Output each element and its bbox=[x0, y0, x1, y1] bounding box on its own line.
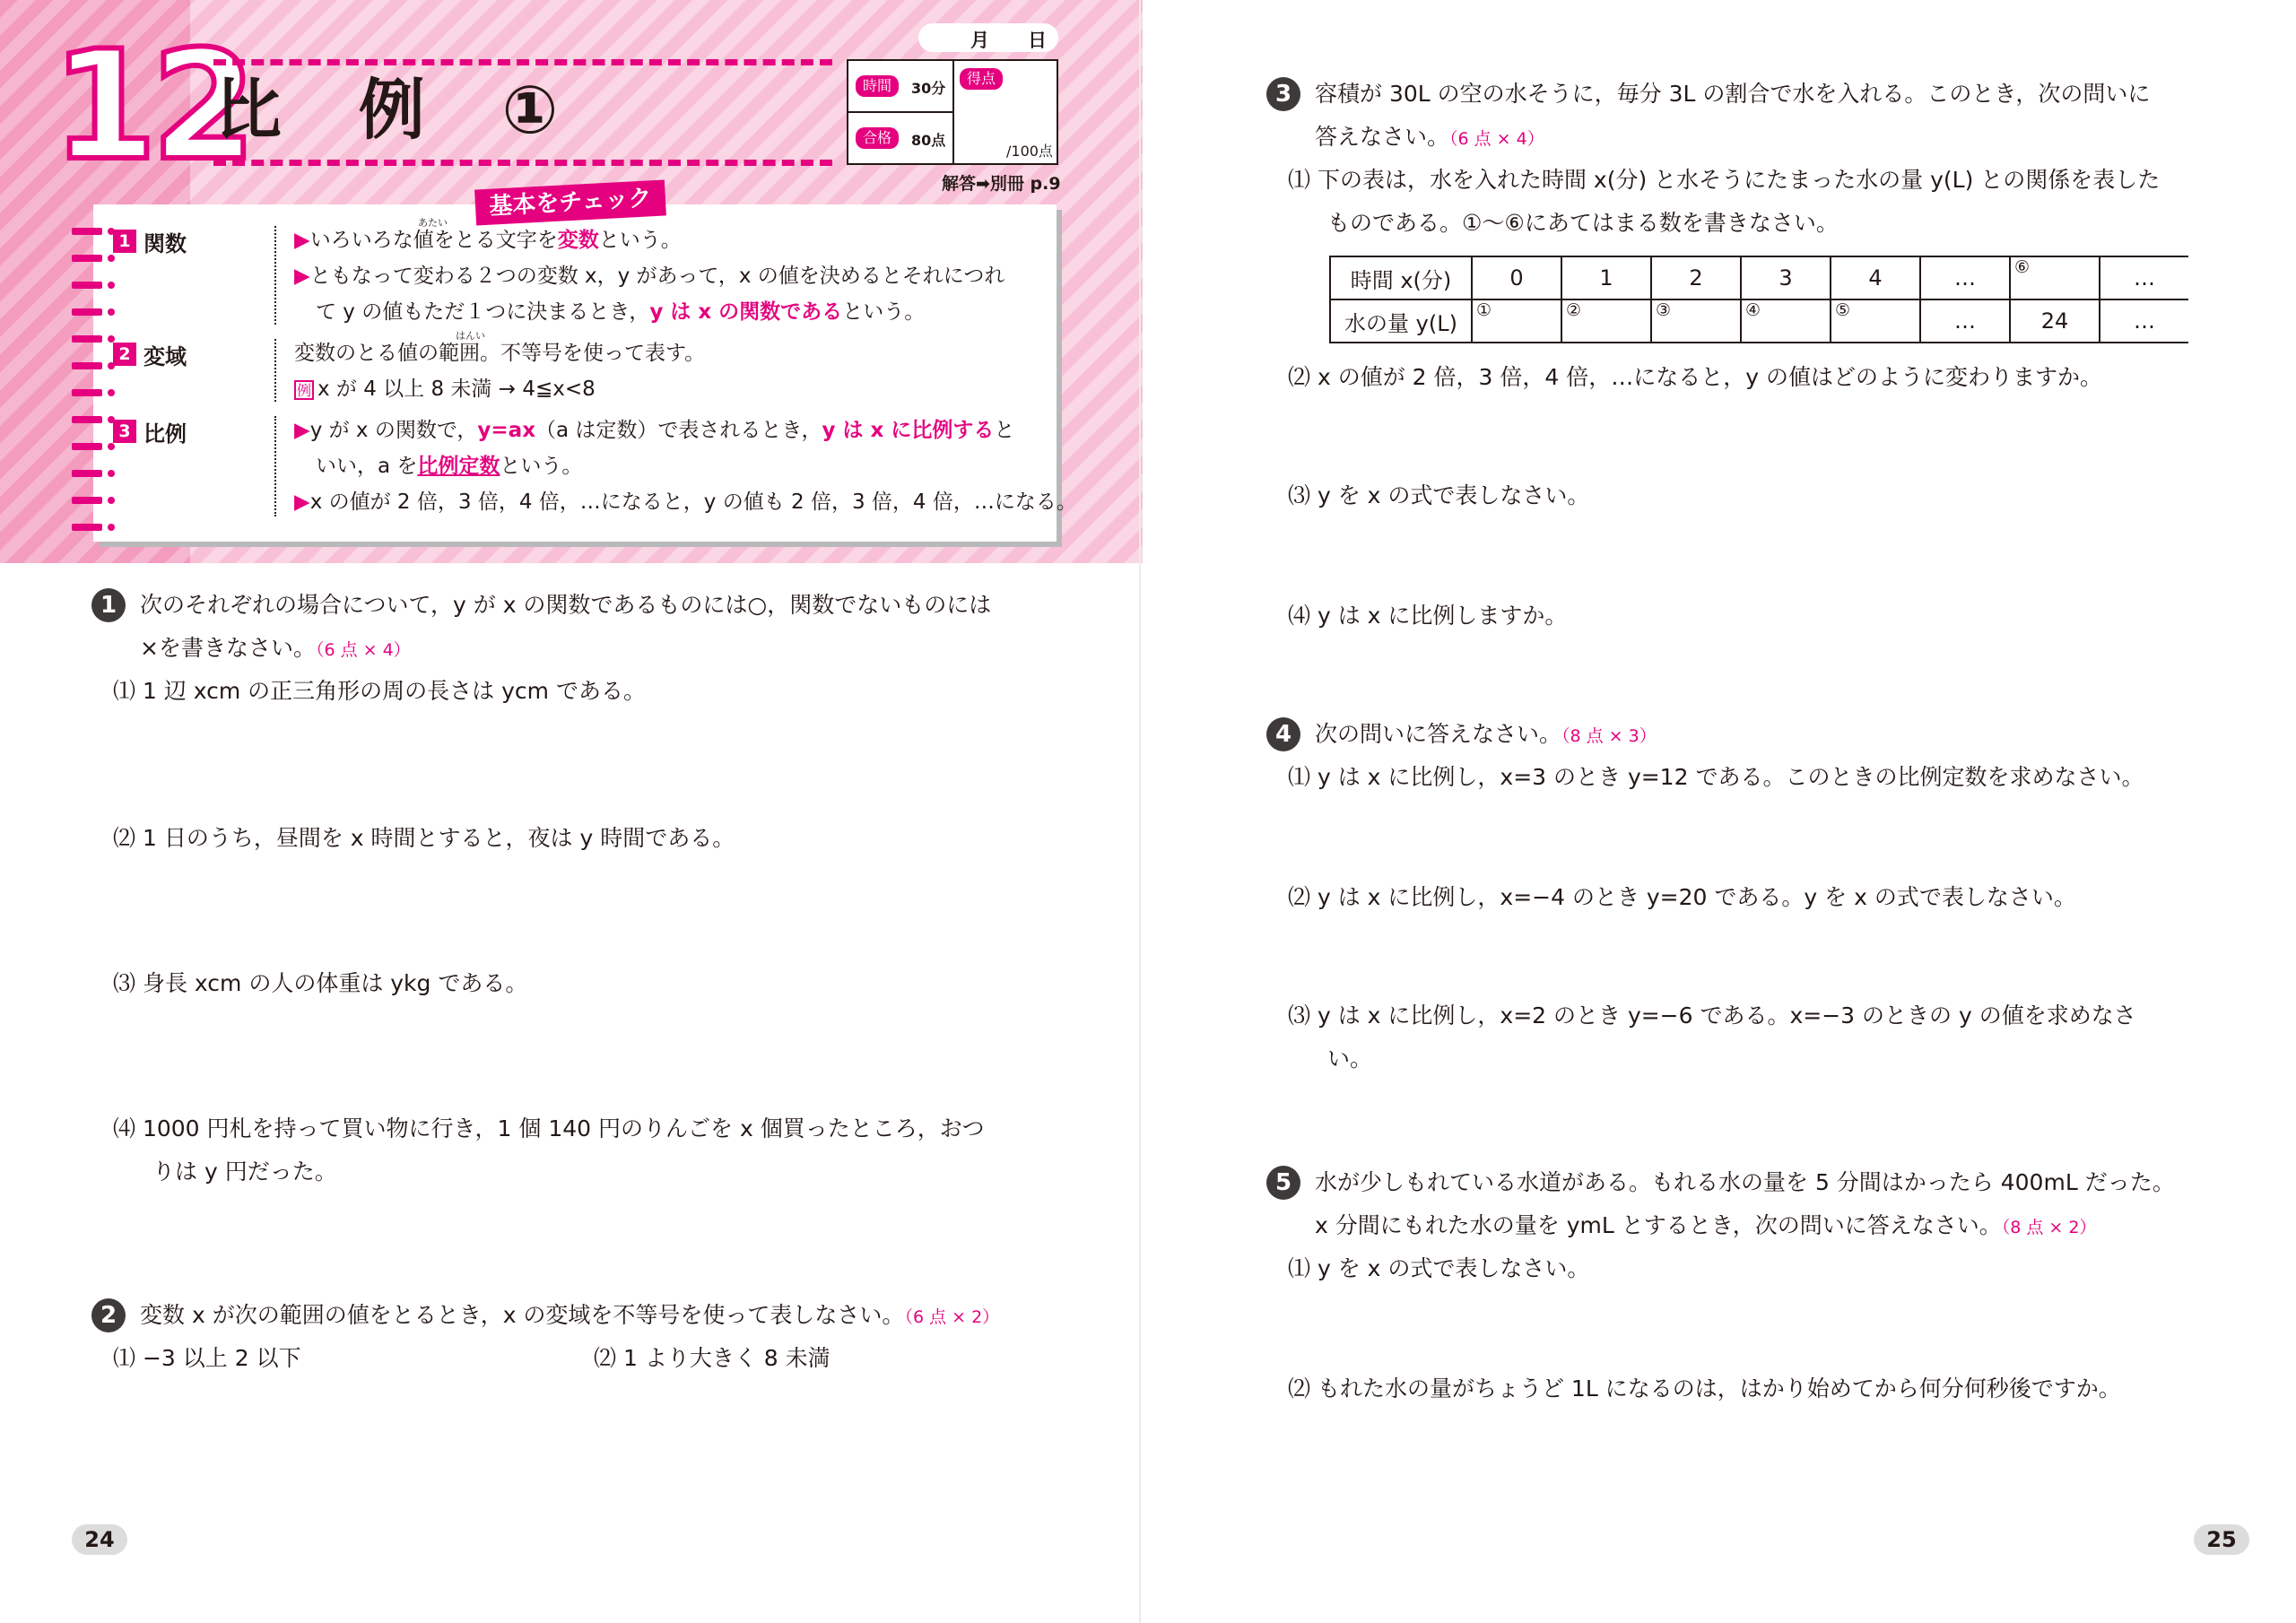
sub-question-continued: い。 bbox=[1327, 1046, 1373, 1072]
table-cell: … bbox=[1920, 299, 2010, 343]
answer-cell[interactable] bbox=[2010, 256, 2100, 299]
score-label: 得点 bbox=[960, 68, 1003, 90]
date-day-label: 日 bbox=[1028, 30, 1047, 51]
table-cell: 3 bbox=[1741, 256, 1831, 299]
sub-question: ⑶ y を x の式で表しなさい。 bbox=[1288, 482, 1590, 508]
sub-question-continued: ものである。①〜⑥にあてはまる数を書きなさい。 bbox=[1327, 210, 1839, 236]
check-line: て y の値もただ１つに決まるとき，y は x の関数であるという。 bbox=[316, 300, 926, 324]
check-line: 変数のとる値の範囲。不等号を使って表す。 bbox=[294, 342, 706, 365]
page-number: 25 bbox=[2194, 1524, 2249, 1555]
question-number: 2 bbox=[91, 1298, 126, 1332]
sub-question: ⑴ y を x の式で表しなさい。 bbox=[1288, 1255, 1590, 1281]
sub-question: ⑶ 身長 xcm の人の体重は ykg である。 bbox=[113, 970, 528, 996]
pass-value: 80点 bbox=[911, 132, 946, 149]
pass-label: 合格 bbox=[856, 127, 899, 149]
page-title: 比 例 ① bbox=[215, 72, 586, 149]
check-line: いい，a を比例定数という。 bbox=[316, 455, 583, 478]
answer-cell[interactable] bbox=[1831, 299, 1920, 343]
check-line: ▶y が x の関数で，y=ax（a は定数）で表されるとき，y は x に比例すると bbox=[294, 419, 1015, 442]
sub-question: ⑷ 1000 円札を持って買い物に行き，1 個 140 円のりんごを x 個買ったところ，おつ bbox=[113, 1115, 985, 1141]
time-label: 時間 bbox=[856, 75, 899, 97]
answer-cell[interactable] bbox=[1561, 299, 1651, 343]
answer-reference: 解答➡別冊 p.9 bbox=[942, 174, 1061, 194]
sub-question: ⑵ y は x に比例し，x=−4 のとき y=20 である。y を x の式で表しなさい。 bbox=[1288, 884, 2076, 910]
title-divider-top bbox=[213, 59, 832, 65]
check-line: 例 x が 4 以上 8 未満 → 4≦x<8 bbox=[294, 371, 596, 407]
term-name: 変域 bbox=[144, 344, 187, 369]
sub-question: ⑴ y は x に比例し，x=3 のとき y=12 である。このときの比例定数を求めなさい。 bbox=[1288, 764, 2144, 790]
time-value: 30分 bbox=[911, 80, 946, 97]
question-number: 4 bbox=[1266, 717, 1300, 751]
check-line: ▶ともなって変わる２つの変数 x，y があって，x の値を決めるとそれにつれ bbox=[294, 265, 1005, 288]
table-header-cell: 時間 x(分) bbox=[1330, 256, 1472, 299]
table-header-cell: 水の量 y(L) bbox=[1330, 299, 1472, 343]
term-number: 3 bbox=[113, 420, 136, 443]
lesson-number: 12 bbox=[52, 18, 251, 194]
term-divider bbox=[274, 416, 276, 516]
term-number: 2 bbox=[113, 343, 136, 366]
score-box-divider bbox=[848, 111, 952, 113]
table-cell: 4 bbox=[1831, 256, 1920, 299]
sub-question: ⑴ −3 以上 2 以下 bbox=[113, 1345, 301, 1371]
term-divider bbox=[274, 339, 276, 402]
answer-cell[interactable] bbox=[1741, 299, 1831, 343]
question-number: 1 bbox=[91, 588, 126, 622]
sub-question: ⑵ x の値が 2 倍，3 倍，4 倍，…になると，y の値はどのように変わりますか。 bbox=[1288, 364, 2102, 390]
basic-check-tag: 基本をチェック bbox=[474, 179, 666, 225]
score-box bbox=[847, 59, 1058, 165]
page-gutter bbox=[1139, 0, 1141, 1623]
sub-question-continued: りは y 円だった。 bbox=[152, 1159, 337, 1185]
table-cell: 0 bbox=[1472, 256, 1561, 299]
table-cell: … bbox=[2100, 299, 2188, 343]
term-number: 1 bbox=[113, 230, 136, 253]
question-number: 5 bbox=[1266, 1166, 1300, 1200]
table-row bbox=[1330, 256, 2188, 299]
check-line: ▶x の値が 2 倍，3 倍，4 倍，…になると，y の値も 2 倍，3 倍，4 倍，…になる。 bbox=[294, 490, 1077, 514]
question-text: ×を書きなさい。（6 点 × 4） bbox=[140, 635, 411, 661]
question-text: 次のそれぞれの場合について，y が x の関数であるものには○，関数でないものには bbox=[140, 592, 992, 618]
check-line: ▶いろいろな値をとる文字を変数という。 bbox=[294, 229, 682, 252]
term-name: 比例 bbox=[144, 421, 187, 447]
question-text: 答えなさい。（6 点 × 4） bbox=[1315, 124, 1544, 150]
cell-mark: ⑥ bbox=[2014, 257, 2031, 277]
cell-mark: ③ bbox=[1656, 300, 1672, 320]
question-text: 水が少しもれている水道がある。もれる水の量を 5 分間はかったら 400mL だった。 bbox=[1315, 1169, 2175, 1195]
answer-cell[interactable] bbox=[1472, 299, 1561, 343]
date-field[interactable] bbox=[918, 23, 1058, 52]
ruby-text: はんい bbox=[456, 330, 485, 342]
term-divider bbox=[274, 226, 276, 325]
table-cell: … bbox=[1920, 256, 2010, 299]
score-input[interactable] bbox=[960, 91, 1055, 136]
title-divider-bottom bbox=[213, 160, 832, 166]
table-row bbox=[1330, 299, 2188, 343]
score-box-divider bbox=[952, 61, 954, 163]
cell-mark: ① bbox=[1476, 300, 1492, 320]
cell-mark: ⑤ bbox=[1835, 300, 1851, 320]
sub-question: ⑶ y は x に比例し，x=2 のとき y=−6 である。x=−3 のときの y の値を求めなさ bbox=[1288, 1002, 2136, 1028]
sub-question: ⑵ もれた水の量がちょうど 1L になるのは，はかり始めてから何分何秒後ですか。 bbox=[1288, 1376, 2121, 1402]
question-number: 3 bbox=[1266, 77, 1300, 111]
question-text: 容積が 30L の空の水そうに，毎分 3L の割合で水を入れる。このとき，次の問いに bbox=[1315, 81, 2151, 107]
page-number: 24 bbox=[72, 1524, 127, 1555]
ruby-text: あたい bbox=[418, 217, 448, 229]
question-text: 次の問いに答えなさい。（8 点 × 3） bbox=[1315, 721, 1657, 747]
cell-mark: ② bbox=[1566, 300, 1582, 320]
question-text: 変数 x が次の範囲の値をとるとき，x の変域を不等号を使って表しなさい。（6 点 × 2） bbox=[140, 1302, 1000, 1328]
table-cell: … bbox=[2100, 256, 2188, 299]
sub-question: ⑷ y は x に比例しますか。 bbox=[1288, 603, 1568, 629]
question-text: x 分間にもれた水の量を ymL とするとき，次の問いに答えなさい。（8 点 × 2） bbox=[1315, 1212, 2097, 1238]
date-month-label: 月 bbox=[970, 30, 989, 51]
table-cell: 24 bbox=[2010, 299, 2100, 343]
sub-question: ⑵ 1 日のうち，昼間を x 時間とすると，夜は y 時間である。 bbox=[113, 825, 735, 851]
term-name: 関数 bbox=[144, 231, 187, 256]
cell-mark: ④ bbox=[1745, 300, 1761, 320]
sub-question: ⑵ 1 より大きく 8 未満 bbox=[594, 1345, 831, 1371]
answer-cell[interactable] bbox=[1651, 299, 1741, 343]
sub-question: ⑴ 下の表は，水を入れた時間 x(分) と水そうにたまった水の量 y(L) との関係を表した bbox=[1288, 167, 2161, 193]
sub-question: ⑴ 1 辺 xcm の正三角形の周の長さは ycm である。 bbox=[113, 678, 646, 704]
table-cell: 2 bbox=[1651, 256, 1741, 299]
score-total: /100点 bbox=[1006, 143, 1053, 160]
data-table bbox=[1329, 256, 2188, 343]
table-cell: 1 bbox=[1561, 256, 1651, 299]
